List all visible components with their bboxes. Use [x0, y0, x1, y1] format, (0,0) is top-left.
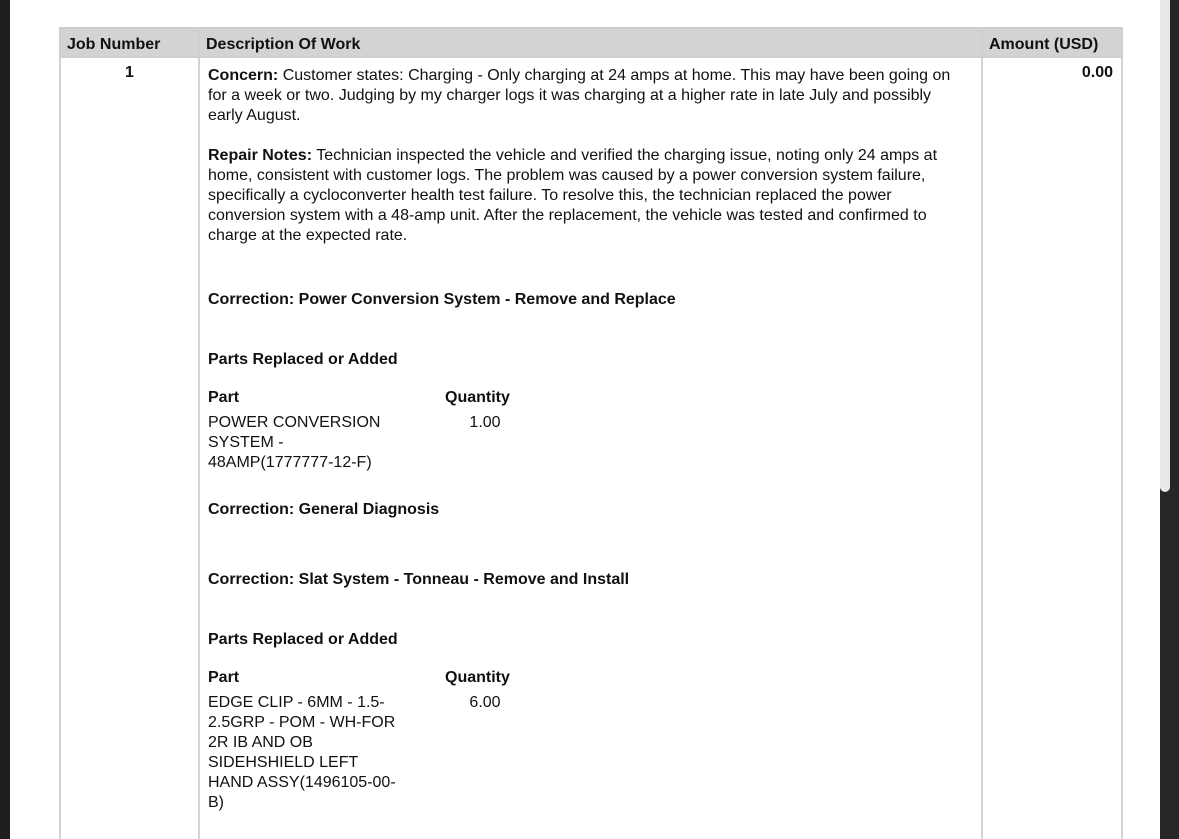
- parts-heading: Parts Replaced or Added: [208, 631, 398, 648]
- table-row: [60, 57, 1122, 839]
- parts-heading: Parts Replaced or Added: [208, 351, 398, 368]
- concern-paragraph: [208, 66, 967, 126]
- quantity-column-header: Quantity: [445, 669, 510, 686]
- correction-title: Correction: General Diagnosis: [208, 501, 440, 518]
- part-name: POWER CONVERSION SYSTEM - 48AMP(1777777-12-F): [208, 414, 381, 471]
- repair-notes-paragraph: [208, 146, 967, 246]
- correction-title: Correction: Power Conversion System - Remove and Replace: [208, 291, 676, 308]
- header-description: Description Of Work: [199, 28, 982, 57]
- job-table: [59, 27, 1123, 839]
- amount-cell: 0.00: [982, 57, 1122, 839]
- parts-table: [208, 668, 967, 813]
- part-quantity: 1.00: [469, 414, 501, 431]
- header-amount: Amount (USD): [982, 28, 1122, 57]
- table-header-row: [60, 28, 1122, 57]
- header-job-number: Job Number: [60, 28, 199, 57]
- correction-title: Correction: Slat System - Tonneau - Remove and Install: [208, 571, 630, 588]
- document-page: [10, 0, 1160, 839]
- description-cell: [199, 57, 982, 839]
- concern-text: Customer states: Charging - Only charging at 24 amps at home. This may have been going on for a week or two. Judging by my charger logs it was charging at a higher rate in late July and possibly early August.: [208, 67, 951, 124]
- part-name: EDGE CLIP - 6MM - 1.5-2.5GRP - POM - WH-FOR 2R IB AND OB SIDEHSHIELD LEFT HAND ASSY(1496105-00-B): [208, 694, 396, 811]
- concern-label: Concern:: [208, 67, 279, 84]
- repair-notes-text: Technician inspected the vehicle and verified the charging issue, noting only 24 amps at home, consistent with customer logs. The problem was caused by a power conversion system failure, specifically a cycloconverter health test failure. To resolve this, the technician replaced the power conversion system with a 48-amp unit. After the replacement, the vehicle was tested and confirmed to charge at the expected rate.: [208, 147, 938, 244]
- part-quantity: 6.00: [469, 694, 501, 711]
- job-number-cell: 1: [60, 57, 199, 839]
- part-column-header: Part: [208, 389, 240, 406]
- quantity-column-header: Quantity: [445, 389, 510, 406]
- vertical-scrollbar[interactable]: [1160, 0, 1179, 839]
- parts-table: [208, 388, 967, 473]
- scrollbar-thumb[interactable]: [1160, 0, 1170, 492]
- part-column-header: Part: [208, 669, 240, 686]
- repair-notes-label: Repair Notes:: [208, 147, 313, 164]
